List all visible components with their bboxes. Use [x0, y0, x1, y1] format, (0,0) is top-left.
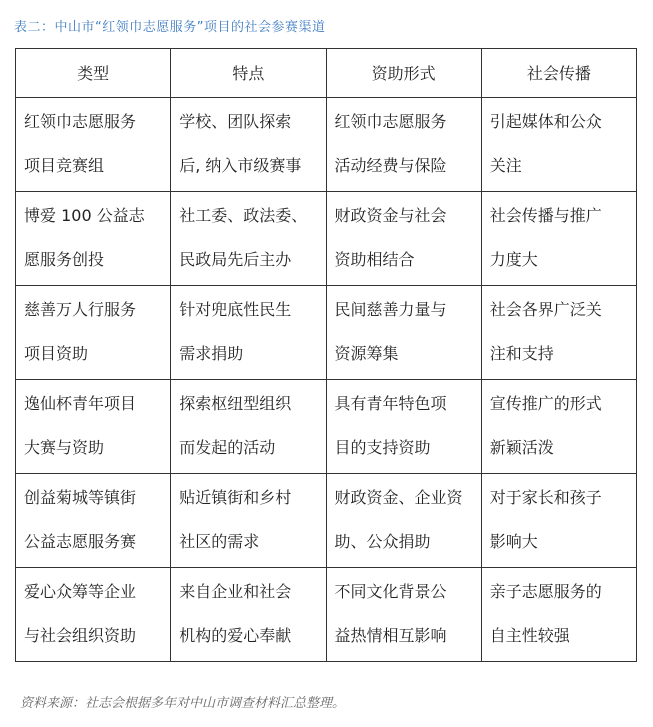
header-type: 类型: [16, 49, 171, 98]
cell-line: 与社会组织资助: [24, 626, 137, 645]
cell-type: [16, 380, 171, 474]
cell-line: 新颖活泼: [489, 438, 554, 457]
cell-line: 社会各界广泛关: [489, 300, 602, 319]
header-funding-form: 资助形式: [326, 49, 481, 98]
cell-type: [16, 192, 171, 286]
cell-features: [171, 474, 326, 568]
table-row: [16, 286, 637, 380]
cell-line: 注和支持: [489, 344, 554, 363]
cell-social-spread: [481, 192, 636, 286]
cell-line: 财政资金、企业资: [334, 488, 463, 507]
cell-line: 创益菊城等镇街: [24, 488, 137, 507]
source-note: 资料来源：社志会根据多年对中山市调查材料汇总整理。: [20, 696, 346, 711]
cell-funding-form: [326, 286, 481, 380]
cell-features: [171, 192, 326, 286]
cell-line: 项目资助: [24, 344, 89, 363]
cell-line: 慈善万人行服务: [24, 300, 137, 319]
table-caption: 表二：中山市“红领巾志愿服务”项目的社会参赛渠道: [14, 20, 326, 35]
cell-line: 大赛与资助: [24, 438, 105, 457]
cell-line: 亲子志愿服务的: [489, 582, 602, 601]
cell-line: 社会传播与推广: [489, 206, 602, 225]
cell-type: [16, 98, 171, 192]
cell-features: [171, 98, 326, 192]
header-features: 特点: [171, 49, 326, 98]
cell-line: 目的支持资助: [334, 438, 431, 457]
table-row: [16, 192, 637, 286]
cell-line: 社区的需求: [179, 532, 260, 551]
cell-line: 民间慈善力量与: [334, 300, 447, 319]
cell-line: 后, 纳入市级赛事: [179, 156, 302, 175]
cell-features: [171, 286, 326, 380]
cell-type: [16, 568, 171, 662]
cell-line: 来自企业和社会: [179, 582, 292, 601]
cell-line: 机构的爱心奉献: [179, 626, 292, 645]
cell-line: 红领巾志愿服务: [24, 112, 137, 131]
cell-line: 活动经费与保险: [334, 156, 447, 175]
cell-funding-form: [326, 380, 481, 474]
cell-funding-form: [326, 192, 481, 286]
cell-line: 探索枢纽型组织: [179, 394, 292, 413]
cell-line: 不同文化背景公: [334, 582, 447, 601]
cell-line: 而发起的活动: [179, 438, 276, 457]
cell-line: 关注: [489, 156, 522, 175]
cell-funding-form: [326, 474, 481, 568]
cell-line: 愿服务创投: [24, 250, 105, 269]
cell-line: 助、公众捐助: [334, 532, 431, 551]
cell-social-spread: [481, 474, 636, 568]
cell-line: 力度大: [489, 250, 538, 269]
cell-funding-form: [326, 98, 481, 192]
cell-line: 逸仙杯青年项目: [24, 394, 137, 413]
channels-table: [15, 48, 637, 662]
cell-social-spread: [481, 286, 636, 380]
cell-type: [16, 286, 171, 380]
header-row: [16, 49, 637, 98]
cell-line: 影响大: [489, 532, 538, 551]
cell-line: 民政局先后主办: [179, 250, 292, 269]
cell-line: 宣传推广的形式: [489, 394, 602, 413]
cell-social-spread: [481, 568, 636, 662]
cell-line: 红领巾志愿服务: [334, 112, 447, 131]
cell-line: 资源筹集: [334, 344, 399, 363]
cell-line: 对于家长和孩子: [489, 488, 602, 507]
cell-line: 学校、团队探索: [179, 112, 292, 131]
cell-line: 针对兜底性民生: [179, 300, 292, 319]
table-row: [16, 98, 637, 192]
cell-social-spread: [481, 98, 636, 192]
cell-line: 引起媒体和公众: [489, 112, 602, 131]
cell-line: 爱心众筹等企业: [24, 582, 137, 601]
cell-line: 财政资金与社会: [334, 206, 447, 225]
table-row: [16, 380, 637, 474]
cell-line: 社工委、政法委、: [179, 206, 308, 225]
cell-line: 贴近镇街和乡村: [179, 488, 292, 507]
header-social-spread: 社会传播: [481, 49, 636, 98]
cell-line: 需求捐助: [179, 344, 244, 363]
cell-line: 资助相结合: [334, 250, 415, 269]
cell-social-spread: [481, 380, 636, 474]
cell-features: [171, 568, 326, 662]
cell-funding-form: [326, 568, 481, 662]
cell-line: 博爱 100 公益志: [24, 206, 145, 225]
cell-line: 益热情相互影响: [334, 626, 447, 645]
table-row: [16, 568, 637, 662]
cell-line: 具有青年特色项: [334, 394, 447, 413]
cell-line: 自主性较强: [489, 626, 570, 645]
cell-type: [16, 474, 171, 568]
cell-line: 项目竞赛组: [24, 156, 105, 175]
table-body: [16, 98, 637, 662]
cell-line: 公益志愿服务赛: [24, 532, 137, 551]
table-row: [16, 474, 637, 568]
cell-features: [171, 380, 326, 474]
